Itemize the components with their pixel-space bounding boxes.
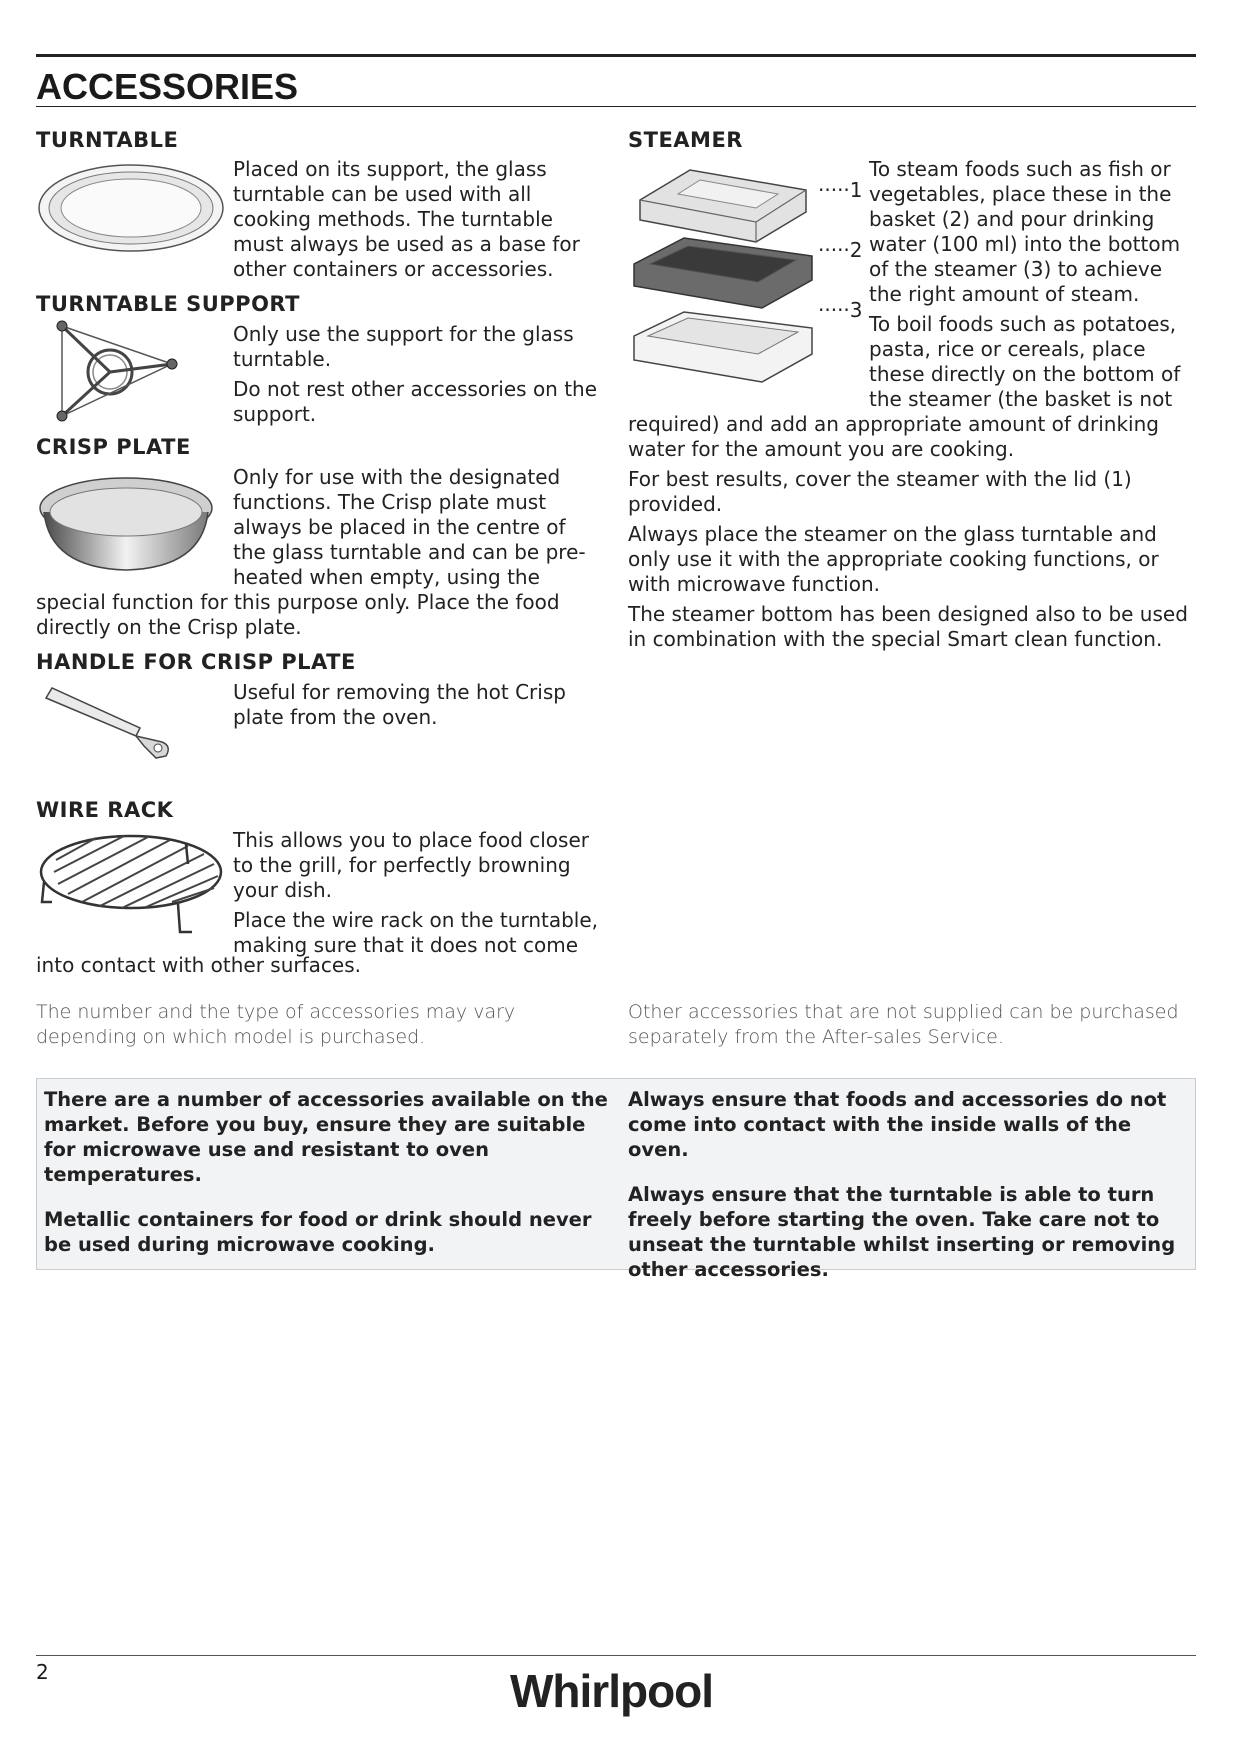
steamer-legend-1 [818, 178, 863, 202]
warning-right-2: Always ensure that the turntable is able to turn freely before starting the oven. Take care not to unseat the turntable whilst inserting or removing other accessories. [628, 1183, 1176, 1281]
wire-rack-p2-full: into contact with other surfaces. [36, 953, 361, 977]
legend-number: 3 [849, 298, 863, 322]
steamer-p2-full: required) and add an appropriate amount of drinking water for the amount you are cooking. [628, 412, 1159, 461]
legend-dots-icon: ····· [818, 178, 850, 202]
steamer-p1: To steam foods such as fish or vegetables, place these in the basket (2) and pour drinking water (100 ml) into the bottom of the steamer (3) to achieve the right amount of steam. [869, 157, 1181, 306]
handle-image [40, 684, 180, 764]
steamer-text-full [628, 412, 1196, 657]
whirlpool-logo: Whirlpool [510, 1665, 714, 1717]
crisp-plate-text-full: special function for this purpose only. Place the food directly on the Crisp plate. [36, 590, 560, 639]
turntable-support-text [233, 322, 603, 432]
title-rule [36, 106, 1196, 107]
steamer-image [628, 160, 818, 390]
wire-rack-heading: WIRE RACK [36, 798, 174, 822]
steamer-p2-wrap: To boil foods such as potatoes, pasta, rice or cereals, place these directly on the bottom of the steamer (the basket is not [869, 312, 1181, 411]
wire-rack-p1: This allows you to place food closer to the grill, for perfectly browning your dish. [233, 828, 589, 902]
legend-number: 1 [849, 178, 863, 202]
steamer-legend-3 [818, 298, 863, 322]
crisp-plate-image [36, 468, 216, 580]
legend-dots-icon: ····· [818, 298, 850, 322]
top-rule [36, 54, 1196, 57]
steamer-p4: Always place the steamer on the glass turntable and only use it with the appropriate cooking functions, or with microwave function. [628, 522, 1159, 596]
warning-right [628, 1087, 1190, 1302]
turntable-text: Placed on its support, the glass turntable can be used with all cooking methods. The turntable must always be used as a base for other containers or accessories. [233, 157, 580, 281]
legend-number: 2 [849, 238, 863, 262]
turntable-support-p2: Do not rest other accessories on the support. [233, 377, 598, 426]
steamer-legend-2 [818, 238, 863, 262]
turntable-support-heading: TURNTABLE SUPPORT [36, 292, 300, 316]
legend-dots-icon: ····· [818, 238, 850, 262]
handle-heading: HANDLE FOR CRISP PLATE [36, 650, 356, 674]
steamer-text-wrap [869, 157, 1199, 412]
handle-text: Useful for removing the hot Crisp plate from the oven. [233, 680, 566, 729]
steamer-p3: For best results, cover the steamer with the lid (1) provided. [628, 467, 1132, 516]
turntable-support-p1: Only use the support for the glass turntable. [233, 322, 574, 371]
turntable-support-image [40, 316, 180, 428]
warning-left [44, 1087, 610, 1277]
steamer-heading: STEAMER [628, 128, 743, 152]
turntable-heading: TURNTABLE [36, 128, 179, 152]
warning-right-1: Always ensure that foods and accessories do not come into contact with the inside walls of the oven. [628, 1088, 1167, 1161]
warning-left-1: There are a number of accessories available on the market. Before you buy, ensure they are suitable for microwave use and resistant to oven temperatures. [44, 1088, 608, 1186]
page-number: 2 [36, 1660, 49, 1684]
crisp-plate-text-wrap: Only for use with the designated functions. The Crisp plate must always be placed in the centre of the glass turntable and can be pre-heated when empty, using the [233, 465, 586, 589]
note-left: The number and the type of accessories may vary depending on which model is purchased. [36, 1001, 516, 1048]
warning-left-2: Metallic containers for food or drink should never be used during microwave cooking. [44, 1208, 592, 1256]
note-right: Other accessories that are not supplied can be purchased separately from the After-sales Service. [628, 1001, 1179, 1048]
turntable-image [36, 162, 226, 254]
wire-rack-p2-wrap: Place the wire rack on the turntable, making sure that it does not come [233, 908, 599, 957]
page-title: ACCESSORIES [36, 66, 299, 107]
footer-rule [36, 1655, 1196, 1656]
steamer-p5: The steamer bottom has been designed also to be used in combination with the special Smart clean function. [628, 602, 1188, 651]
wire-rack-image [36, 830, 226, 940]
crisp-plate-heading: CRISP PLATE [36, 435, 191, 459]
wire-rack-text [233, 828, 603, 958]
